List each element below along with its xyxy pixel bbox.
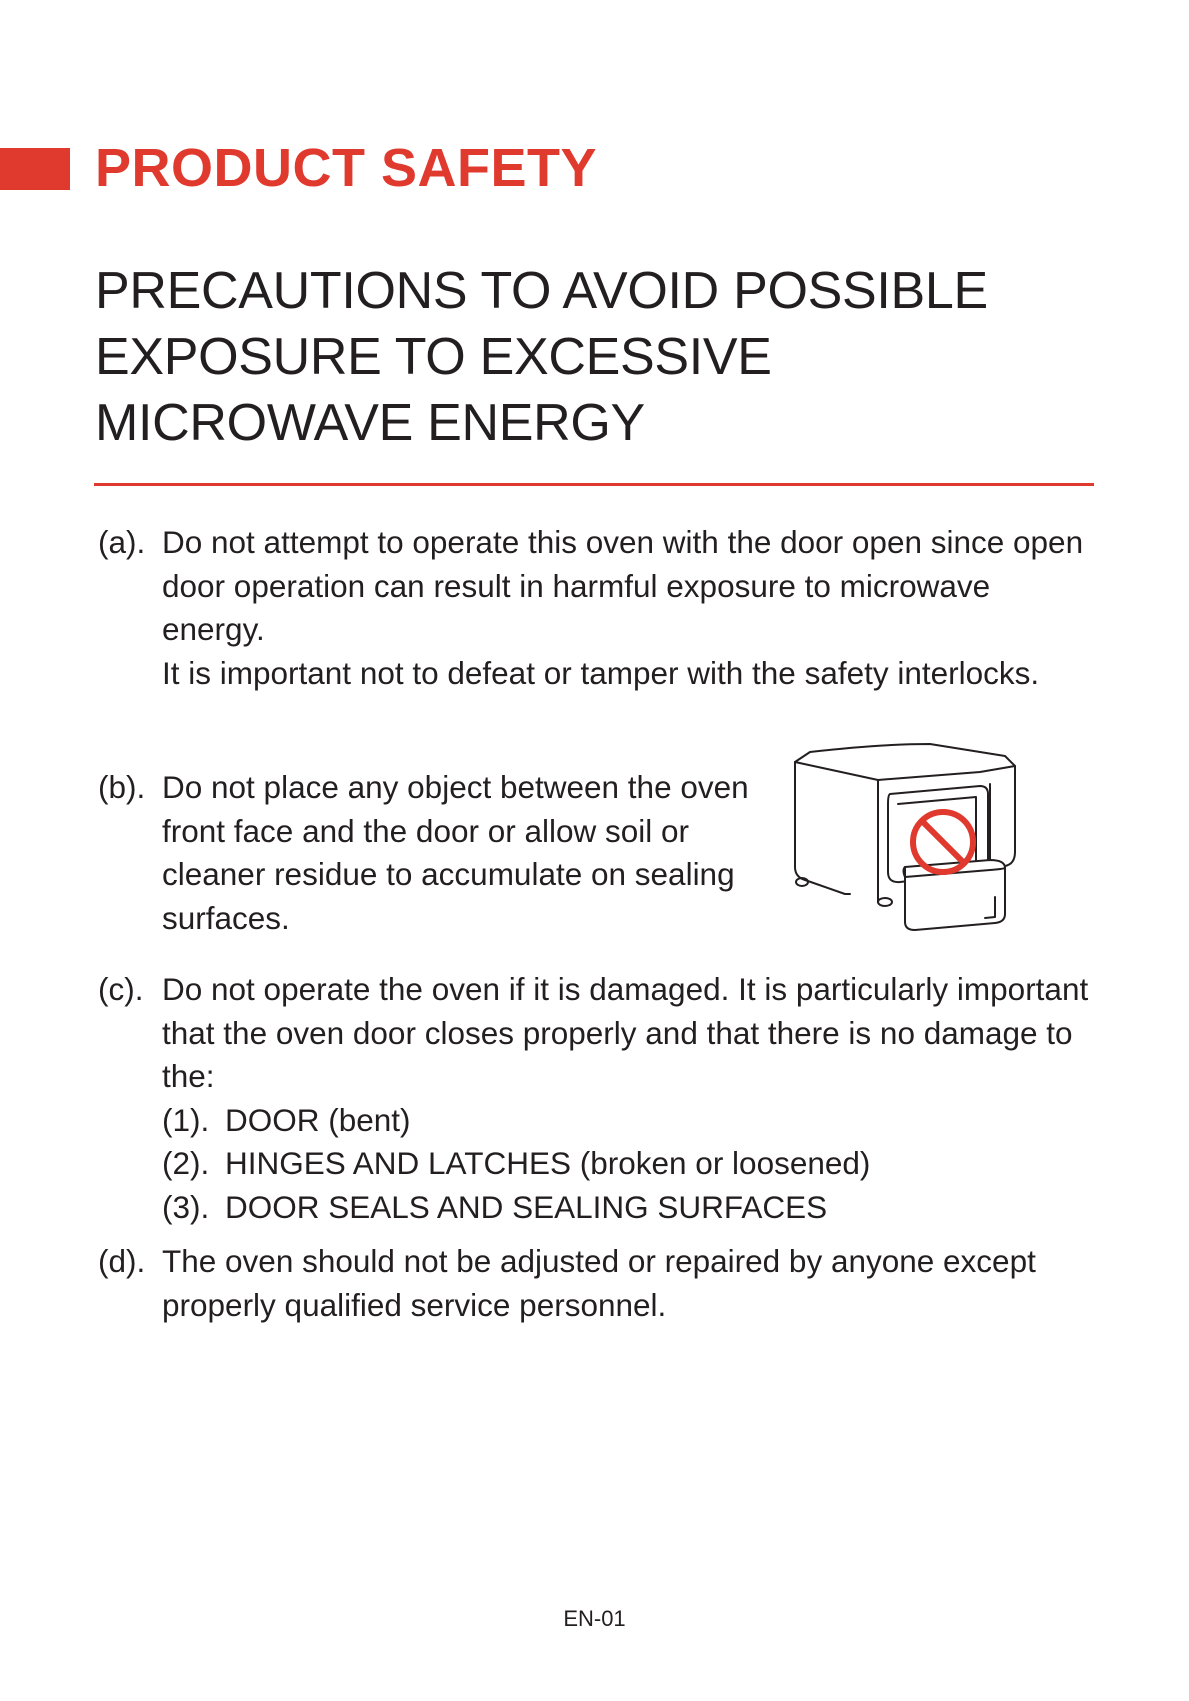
item-paragraph: Do not attempt to operate this oven with the door open since open door operation can result in harmful exposure to microwave energy. (162, 524, 1084, 647)
sublist-text: HINGES AND LATCHES (broken or loosened) (225, 1145, 871, 1181)
sublist-marker: (3). (162, 1188, 210, 1225)
page-heading (95, 258, 1095, 456)
sublist-text: DOOR (bent) (225, 1101, 411, 1138)
damage-sublist (162, 1099, 1098, 1230)
item-paragraph: Do not place any object between the oven front face and the door or allow soil or cleaner residue to accumulate on sealing surfaces. (162, 769, 749, 936)
precaution-item-b (98, 766, 788, 940)
precaution-item-a (98, 521, 1098, 695)
sublist-item (162, 1142, 1098, 1186)
heading-line: EXPOSURE TO EXCESSIVE (95, 328, 772, 386)
sublist-marker: (1). (162, 1101, 210, 1138)
sublist-text: DOOR SEALS AND SEALING SURFACES (225, 1188, 828, 1225)
item-body (162, 968, 1098, 1229)
sublist-item (162, 1099, 1098, 1143)
item-paragraph: The oven should not be adjusted or repaired by anyone except properly qualified service personnel. (162, 1243, 1036, 1323)
heading-divider (94, 483, 1094, 486)
microwave-with-object-prohibited-icon (790, 742, 1040, 942)
heading-line: PRECAUTIONS TO AVOID POSSIBLE (95, 262, 988, 320)
item-body (162, 766, 788, 940)
precaution-item-d (98, 1240, 1098, 1327)
heading-line: MICROWAVE ENERGY (95, 394, 645, 452)
precaution-item-c (98, 968, 1098, 1229)
item-paragraph: Do not operate the oven if it is damaged. It is particularly important that the oven door closes properly and that there is no damage to the: (162, 971, 1089, 1094)
item-paragraph: It is important not to defeat or tamper with the safety interlocks. (162, 654, 1040, 691)
sublist-item (162, 1186, 1098, 1230)
page-number: EN-01 (563, 1606, 626, 1631)
section-title: PRODUCT SAFETY (95, 138, 598, 198)
section-accent-bar (0, 148, 70, 190)
item-marker: (a). (98, 524, 146, 560)
item-body (162, 1240, 1098, 1327)
item-marker: (b). (98, 769, 146, 805)
item-marker: (c). (98, 971, 144, 1007)
item-body (162, 521, 1098, 695)
item-marker: (d). (98, 1243, 146, 1279)
sublist-marker: (2). (162, 1145, 210, 1181)
